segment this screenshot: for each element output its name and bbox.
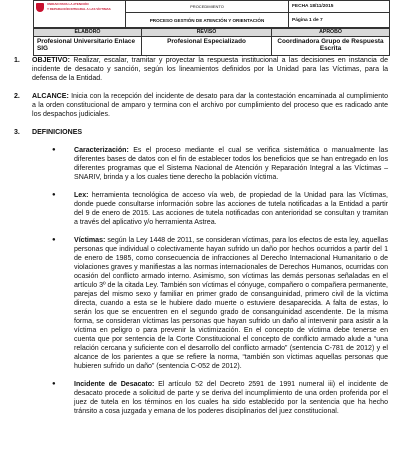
bullet-icon: ●	[52, 192, 56, 198]
definition-term: Caracterización:	[74, 147, 129, 154]
doc-date: FECHA 18/11/2015	[289, 1, 389, 13]
definition-item	[52, 380, 388, 416]
bullet-icon: ●	[52, 237, 56, 243]
header-elaboro: ELABORÓ	[34, 29, 142, 37]
elaboro-value: Profesional Universitario Enlace SIG	[34, 37, 142, 55]
bullet-icon: ●	[52, 381, 56, 387]
section-number: 2.	[14, 93, 20, 100]
header-aprobo: APROBÓ	[272, 29, 389, 37]
shield-logo-icon	[36, 3, 44, 12]
section-title: DEFINICIONES	[32, 129, 83, 136]
section-alcance	[14, 92, 388, 119]
approval-table	[33, 28, 390, 56]
section-text: Realizar, escalar, tramitar y proyectar la respuesta institucional a las decisiones en instancia de incidente de desacato y sanción, según los lineamientos definidos por la Unidad para las Víctimas, para la defensa de la Entidad.	[32, 57, 388, 82]
page-number: Página 1 de 7	[292, 17, 323, 23]
logo-text-line2: Y REPARACIÓN INTEGRAL A LAS VÍCTIMAS	[47, 6, 111, 11]
section-text: Inicia con la recepción del incidente de desato para dar la contestación encaminada al cumplimiento a la orden constitucional de amparo y termina con el archivo por cumplimiento del proceso que es radicado ante los despachos judiciales.	[32, 93, 388, 118]
section-definiciones	[14, 128, 388, 137]
document-body	[14, 56, 388, 416]
definition-text: herramienta tecnológica de acceso vía web, de propiedad de la Unidad para las Víctimas, donde puede consultarse información sobre las acciones de tutela notificadas a la Entidad a partir del 9 de enero de 2015. Las acciones de tutela notificadas con anterioridad se consultan y tramitan a través del aplicativo y/o herramienta Astrea.	[74, 192, 388, 226]
section-number: 3.	[14, 129, 20, 136]
section-title: OBJETIVO:	[32, 57, 70, 64]
reviso-value: Profesional Especializado	[142, 37, 272, 55]
definition-term: Víctimas:	[74, 237, 106, 244]
definition-item	[52, 236, 388, 371]
section-objetivo	[14, 56, 388, 83]
section-number: 1.	[14, 57, 20, 64]
section-title: ALCANCE:	[32, 93, 69, 100]
definition-item	[52, 146, 388, 182]
definition-text: Es el proceso mediante el cual se verifica sistemática o manualmente las diferentes bases de datos con el fin de establecer todos los beneficios que se han entregado en los diferentes programas que el Sistema Nacional de Atención y Reparación Integral a las Víctimas – SNARIV, brinda y a los cuales tiene derecho la población víctima.	[74, 147, 388, 181]
bullet-icon: ●	[52, 147, 56, 153]
header-reviso: REVISÓ	[142, 29, 272, 37]
process-name: PROCESO GESTIÓN DE ATENCIÓN Y ORIENTACIÓN	[126, 13, 289, 27]
doc-type: PROCEDIMIENTO	[126, 1, 289, 13]
definition-term: Lex:	[74, 192, 89, 199]
document-header	[33, 0, 390, 28]
aprobo-value: Coordinadora Grupo de Respuesta Escrita	[277, 38, 384, 53]
definition-text: El artículo 52 del Decreto 2591 de 1991 numeral iii) el incidente de desacato procede a solicitud de parte y se deriva del incumplimiento de una orden proferida por el juez de tutela en los términos en los cuales ha sido establecido por la sentencia que ha hecho tránsito a cosa juzgada y emana de los poderes disciplinarios del juez constitucional.	[74, 381, 388, 415]
logo-text-line1: UNIDAD PARA LA ATENCIÓN	[47, 2, 89, 6]
definition-text: según la Ley 1448 de 2011, se consideran víctimas, para los efectos de esta ley, aquellas personas que individual o colectivamente hayan sufrido un daño por hechos ocurridos a partir del 1 de enero de 1985, como consecuencia de infracciones al Derecho Internacional Humanitario o de violaciones graves y manifiestas a las normas internacionales de Derechos Humanos, ocurridas con ocasión del conflicto armado interno. Asimismo, son víctimas las demás personas señaladas en el artículo 3º de la citada Ley. También son víctimas el cónyuge, compañero o compañera permanente, parejas del mismo sexo y familiar en primer grado de consanguinidad, primero civil de la víctima directa, cuando a esta se le hubiere dado muerte o estuviere desaparecida. A falta de estas, lo serán los que se encuentren en el segundo grado de consanguinidad ascendente. De la misma forma, se consideran víctimas las personas que hayan sufrido un daño al intervenir para asistir a la víctima en peligro o para prevenir la victimización. En el concepto de víctima debe tenerse en cuenta que por sentencia de la Corte Constitucional el concepto de conflicto armado alude a “una relación cercana y suficiente con el desarrollo del conflicto armado” (sentencia C-781 de 2012) y el alcance de los parientes a que se refiere la norma, “también son víctimas aquellas personas que hubieren sufrido un daño” (sentencia C-052 de 2012).	[74, 237, 388, 370]
logo	[34, 1, 126, 27]
definition-item	[52, 191, 388, 227]
definition-term: Incidente de Desacato:	[74, 381, 155, 388]
